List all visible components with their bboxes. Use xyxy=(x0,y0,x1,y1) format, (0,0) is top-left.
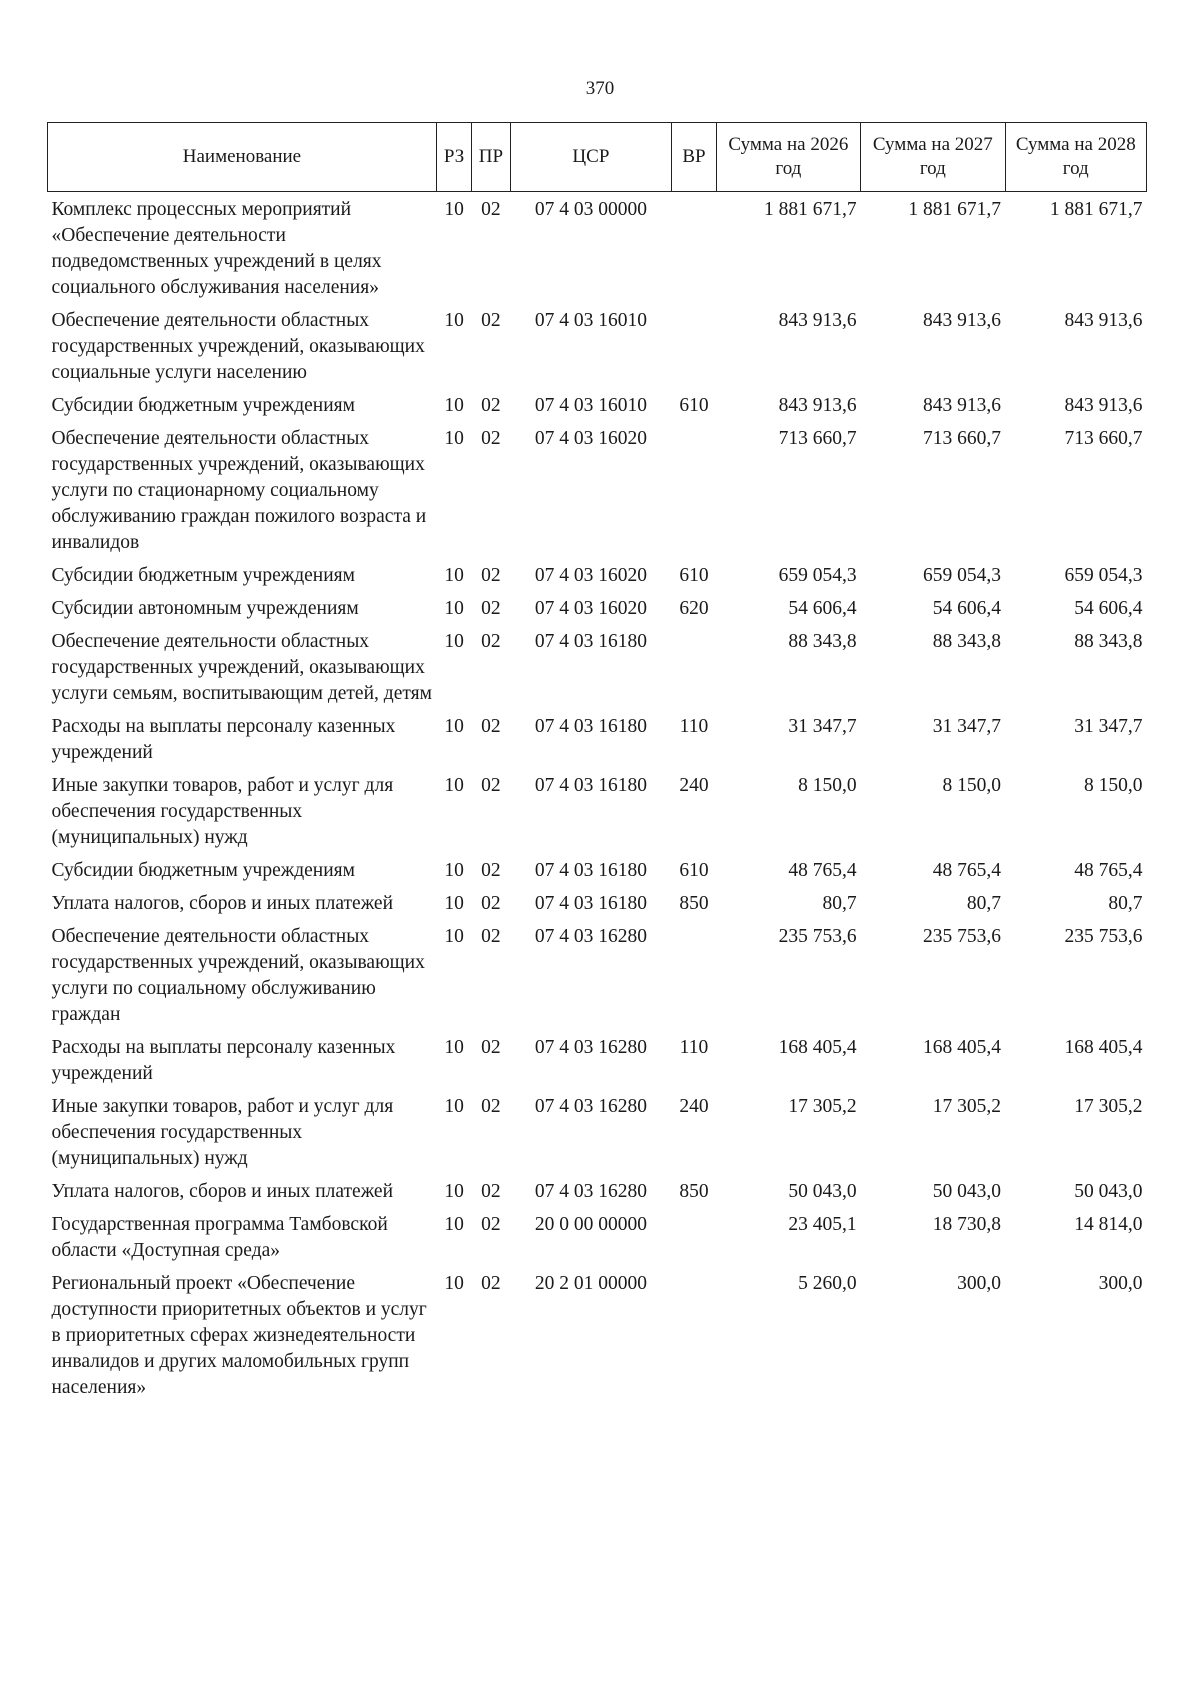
cell-rz: 10 xyxy=(444,716,464,737)
table-row xyxy=(48,192,1147,304)
cell-vr: 620 xyxy=(679,598,709,619)
table-row xyxy=(48,591,1147,624)
cell-sum-2027: 31 347,7 xyxy=(932,716,1002,737)
cell-pr: 02 xyxy=(481,598,501,619)
cell-csr: 07 4 03 16280 xyxy=(534,1096,647,1117)
cell-vr: 610 xyxy=(679,860,709,881)
table-row xyxy=(48,624,1147,709)
header-pr: ПР xyxy=(472,123,510,192)
cell-sum-2028: 80,7 xyxy=(1108,893,1143,914)
cell-sum-2026: 88 343,8 xyxy=(788,631,857,652)
cell-name: Расходы на выплаты персоналу казенных учреждений xyxy=(51,716,396,763)
cell-sum-2028: 50 043,0 xyxy=(1074,1181,1143,1202)
cell-sum-2028: 17 305,2 xyxy=(1074,1096,1143,1117)
cell-name: Уплата налогов, сборов и иных платежей xyxy=(51,893,394,914)
table-row xyxy=(48,303,1147,388)
cell-name: Обеспечение деятельности областных государственных учреждений, оказывающих услуги семьям, воспитывающим детей, детям xyxy=(51,631,432,704)
cell-sum-2028: 168 405,4 xyxy=(1064,1037,1143,1058)
cell-vr: 610 xyxy=(679,565,709,586)
cell-name: Обеспечение деятельности областных государственных учреждений, оказывающих услуги по стационарному социальному обслуживанию граждан пожилого возраста и инвалидов xyxy=(51,428,427,553)
cell-name: Государственная программа Тамбовской области «Доступная среда» xyxy=(51,1214,388,1261)
cell-sum-2027: 17 305,2 xyxy=(932,1096,1002,1117)
cell-sum-2026: 48 765,4 xyxy=(788,860,857,881)
cell-sum-2026: 54 606,4 xyxy=(788,598,857,619)
table-row xyxy=(48,1207,1147,1266)
table-row xyxy=(48,1030,1147,1089)
header-sum-2026: Сумма на 2026 год xyxy=(716,123,860,192)
cell-rz: 10 xyxy=(444,1273,464,1294)
cell-sum-2027: 659 054,3 xyxy=(923,565,1002,586)
table-row xyxy=(48,709,1147,768)
cell-vr xyxy=(672,303,716,388)
cell-sum-2028: 659 054,3 xyxy=(1064,565,1143,586)
table-row xyxy=(48,1089,1147,1174)
cell-sum-2026: 50 043,0 xyxy=(788,1181,857,1202)
cell-csr: 07 4 03 16020 xyxy=(534,428,647,449)
cell-sum-2026: 17 305,2 xyxy=(788,1096,857,1117)
cell-pr: 02 xyxy=(481,860,501,881)
cell-sum-2027: 8 150,0 xyxy=(942,775,1002,796)
cell-sum-2026: 843 913,6 xyxy=(778,395,857,416)
table-header xyxy=(48,123,1147,192)
cell-csr: 07 4 03 16180 xyxy=(534,860,647,881)
cell-csr: 07 4 03 16180 xyxy=(534,716,647,737)
table-row xyxy=(48,886,1147,919)
table-row xyxy=(48,1174,1147,1207)
cell-vr: 240 xyxy=(679,1096,709,1117)
cell-pr: 02 xyxy=(481,428,501,449)
cell-vr: 240 xyxy=(679,775,709,796)
cell-rz: 10 xyxy=(444,395,464,416)
table-body xyxy=(48,192,1147,1404)
cell-sum-2028: 14 814,0 xyxy=(1074,1214,1143,1235)
cell-vr xyxy=(672,1266,716,1403)
cell-sum-2028: 235 753,6 xyxy=(1064,926,1143,947)
cell-sum-2028: 31 347,7 xyxy=(1074,716,1143,737)
cell-sum-2026: 168 405,4 xyxy=(778,1037,857,1058)
cell-sum-2026: 713 660,7 xyxy=(778,428,857,449)
cell-vr: 610 xyxy=(679,395,709,416)
cell-name: Иные закупки товаров, работ и услуг для обеспечения государственных (муниципальных) нужд xyxy=(51,775,394,848)
header-csr: ЦСР xyxy=(510,123,672,192)
cell-name: Расходы на выплаты персоналу казенных учреждений xyxy=(51,1037,396,1084)
cell-sum-2028: 713 660,7 xyxy=(1064,428,1143,449)
cell-sum-2027: 843 913,6 xyxy=(923,310,1002,331)
cell-sum-2027: 1 881 671,7 xyxy=(908,199,1002,220)
cell-name: Субсидии бюджетным учреждениям xyxy=(51,860,355,881)
cell-sum-2028: 8 150,0 xyxy=(1084,775,1143,796)
table-row xyxy=(48,421,1147,558)
cell-name: Субсидии автономным учреждениям xyxy=(51,598,359,619)
cell-sum-2027: 18 730,8 xyxy=(932,1214,1002,1235)
cell-csr: 07 4 03 16180 xyxy=(534,775,647,796)
cell-sum-2028: 1 881 671,7 xyxy=(1049,199,1143,220)
cell-sum-2027: 300,0 xyxy=(957,1273,1002,1294)
cell-vr xyxy=(672,919,716,1030)
cell-sum-2026: 31 347,7 xyxy=(788,716,857,737)
cell-pr: 02 xyxy=(481,893,501,914)
cell-rz: 10 xyxy=(444,1096,464,1117)
cell-name: Уплата налогов, сборов и иных платежей xyxy=(51,1181,394,1202)
cell-name: Региональный проект «Обеспечение доступности приоритетных объектов и услуг в приоритетных сферах жизнедеятельности инвалидов и других маломобильных групп населения» xyxy=(51,1273,427,1398)
cell-vr xyxy=(672,192,716,304)
cell-vr xyxy=(672,624,716,709)
cell-csr: 07 4 03 16020 xyxy=(534,598,647,619)
table-row xyxy=(48,853,1147,886)
cell-sum-2027: 843 913,6 xyxy=(923,395,1002,416)
cell-sum-2028: 843 913,6 xyxy=(1064,310,1143,331)
cell-sum-2026: 80,7 xyxy=(822,893,857,914)
cell-pr: 02 xyxy=(481,1214,501,1235)
cell-sum-2026: 235 753,6 xyxy=(778,926,857,947)
cell-pr: 02 xyxy=(481,926,501,947)
header-name: Наименование xyxy=(48,123,437,192)
cell-rz: 10 xyxy=(444,1214,464,1235)
cell-rz: 10 xyxy=(444,428,464,449)
cell-csr: 07 4 03 00000 xyxy=(534,199,647,220)
cell-csr: 07 4 03 16020 xyxy=(534,565,647,586)
cell-name: Обеспечение деятельности областных государственных учреждений, оказывающих услуги по социальному обслуживанию граждан xyxy=(51,926,425,1025)
cell-pr: 02 xyxy=(481,565,501,586)
cell-sum-2027: 48 765,4 xyxy=(932,860,1002,881)
cell-rz: 10 xyxy=(444,775,464,796)
cell-csr: 20 2 01 00000 xyxy=(534,1273,647,1294)
cell-sum-2027: 168 405,4 xyxy=(923,1037,1002,1058)
cell-rz: 10 xyxy=(444,199,464,220)
cell-vr xyxy=(672,1207,716,1266)
header-sum-2028: Сумма на 2028 год xyxy=(1005,123,1146,192)
cell-sum-2026: 8 150,0 xyxy=(798,775,857,796)
cell-csr: 07 4 03 16180 xyxy=(534,893,647,914)
cell-name: Иные закупки товаров, работ и услуг для обеспечения государственных (муниципальных) нужд xyxy=(51,1096,394,1169)
table-row xyxy=(48,919,1147,1030)
cell-csr: 07 4 03 16280 xyxy=(534,1181,647,1202)
cell-rz: 10 xyxy=(444,565,464,586)
cell-rz: 10 xyxy=(444,1181,464,1202)
cell-sum-2026: 23 405,1 xyxy=(788,1214,857,1235)
header-vr: ВР xyxy=(672,123,716,192)
header-rz: РЗ xyxy=(436,123,471,192)
cell-rz: 10 xyxy=(444,1037,464,1058)
cell-sum-2026: 843 913,6 xyxy=(778,310,857,331)
cell-name: Субсидии бюджетным учреждениям xyxy=(51,565,355,586)
cell-sum-2026: 659 054,3 xyxy=(778,565,857,586)
cell-sum-2028: 88 343,8 xyxy=(1074,631,1143,652)
cell-csr: 07 4 03 16010 xyxy=(534,395,647,416)
cell-pr: 02 xyxy=(481,395,501,416)
budget-table xyxy=(47,122,1147,1403)
cell-pr: 02 xyxy=(481,310,501,331)
cell-sum-2026: 5 260,0 xyxy=(798,1273,857,1294)
cell-rz: 10 xyxy=(444,926,464,947)
cell-pr: 02 xyxy=(481,631,501,652)
cell-vr: 850 xyxy=(679,1181,709,1202)
cell-sum-2026: 1 881 671,7 xyxy=(763,199,857,220)
cell-name: Обеспечение деятельности областных государственных учреждений, оказывающих социальные услуги населению xyxy=(51,310,425,383)
cell-sum-2027: 88 343,8 xyxy=(932,631,1002,652)
cell-pr: 02 xyxy=(481,716,501,737)
cell-sum-2027: 235 753,6 xyxy=(923,926,1002,947)
table-row xyxy=(48,1266,1147,1403)
cell-rz: 10 xyxy=(444,310,464,331)
cell-rz: 10 xyxy=(444,631,464,652)
cell-sum-2027: 713 660,7 xyxy=(923,428,1002,449)
cell-pr: 02 xyxy=(481,1037,501,1058)
cell-vr: 110 xyxy=(679,1037,709,1058)
cell-rz: 10 xyxy=(444,893,464,914)
cell-sum-2028: 54 606,4 xyxy=(1074,598,1143,619)
cell-rz: 10 xyxy=(444,598,464,619)
cell-sum-2028: 48 765,4 xyxy=(1074,860,1143,881)
cell-vr: 110 xyxy=(679,716,709,737)
cell-vr: 850 xyxy=(679,893,709,914)
cell-pr: 02 xyxy=(481,1181,501,1202)
table-row xyxy=(48,388,1147,421)
cell-sum-2028: 843 913,6 xyxy=(1064,395,1143,416)
cell-name: Комплекс процессных мероприятий «Обеспечение деятельности подведомственных учреждений в целях социального обслуживания населения» xyxy=(51,199,382,298)
cell-csr: 20 0 00 00000 xyxy=(534,1214,647,1235)
cell-csr: 07 4 03 16180 xyxy=(534,631,647,652)
cell-csr: 07 4 03 16280 xyxy=(534,1037,647,1058)
cell-pr: 02 xyxy=(481,775,501,796)
cell-csr: 07 4 03 16010 xyxy=(534,310,647,331)
cell-sum-2027: 80,7 xyxy=(966,893,1002,914)
cell-pr: 02 xyxy=(481,1096,501,1117)
table-row xyxy=(48,768,1147,853)
cell-rz: 10 xyxy=(444,860,464,881)
cell-csr: 07 4 03 16280 xyxy=(534,926,647,947)
cell-sum-2027: 50 043,0 xyxy=(932,1181,1002,1202)
cell-sum-2028: 300,0 xyxy=(1098,1273,1143,1294)
cell-pr: 02 xyxy=(481,199,501,220)
cell-name: Субсидии бюджетным учреждениям xyxy=(51,395,355,416)
cell-vr xyxy=(672,421,716,558)
cell-pr: 02 xyxy=(481,1273,501,1294)
cell-sum-2027: 54 606,4 xyxy=(932,598,1002,619)
table-row xyxy=(48,558,1147,591)
header-sum-2027: Сумма на 2027 год xyxy=(861,123,1005,192)
page-number: 370 xyxy=(585,78,615,99)
